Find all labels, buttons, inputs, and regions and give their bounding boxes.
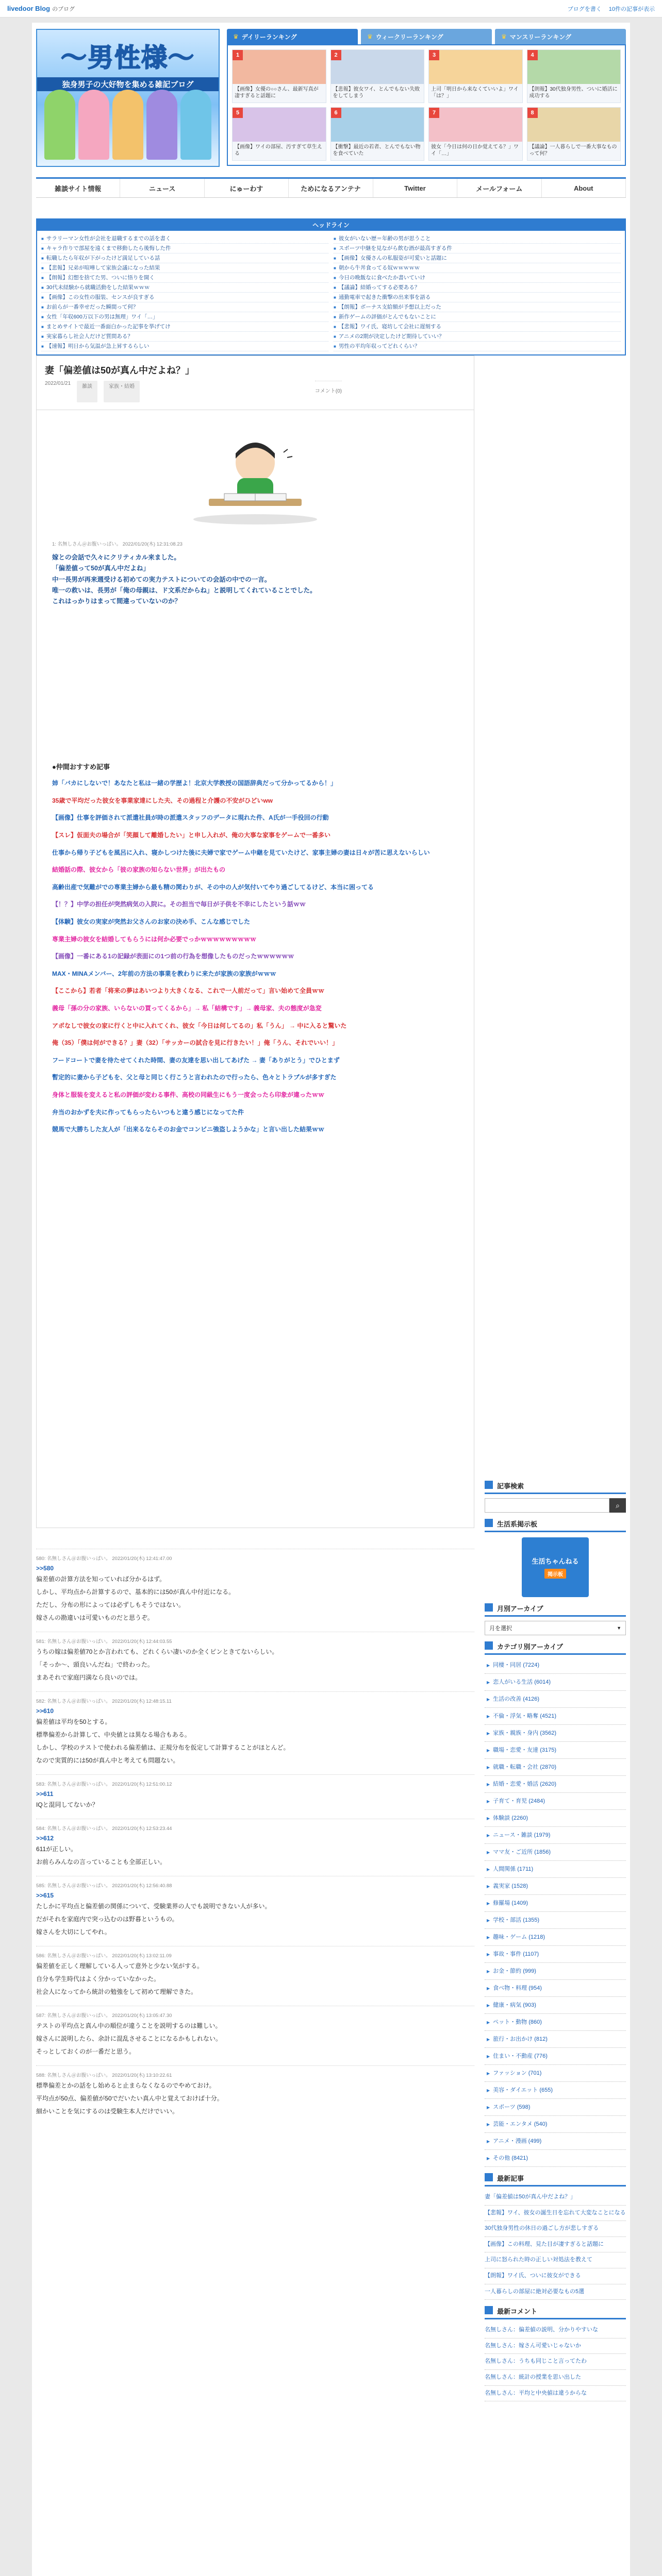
- chevron-down-icon: ▼: [617, 1625, 621, 1631]
- studying-boy-illustration: [178, 421, 333, 530]
- recommended-link[interactable]: 35歳で平均だった彼女を事業家達にした夫、その過程と介護の不安がひどいww: [52, 796, 273, 804]
- category-link[interactable]: ▶ 事故・事件 (1107): [485, 1946, 626, 1963]
- headline-item[interactable]: ■ 30代未経験から就職活動をした結果ｗｗｗ: [41, 283, 328, 293]
- headline-item[interactable]: ■ お前らが一番幸せだった瞬間って何？: [41, 302, 328, 312]
- comment-thread: [36, 1549, 474, 2125]
- category-widget: [485, 1641, 626, 2167]
- comment-text: 平均点が50点、偏差値が50でだいたい真ん中と覚えておけば十分。: [36, 2095, 223, 2102]
- new-article-link[interactable]: 上司に怒られた時の正しい対処法を教えて: [485, 2252, 626, 2268]
- crown-icon: ♛: [501, 33, 507, 40]
- category-link[interactable]: ▶ 健康・病気 (903): [485, 1997, 626, 2014]
- category-link[interactable]: ▶ 就職・転職・会社 (2870): [485, 1759, 626, 1776]
- category-link[interactable]: ▶ 修羅場 (1409): [485, 1895, 626, 1912]
- category-link[interactable]: ▶ ママ友・ご近所 (1856): [485, 1844, 626, 1861]
- comment: [36, 1691, 474, 1774]
- headline-item[interactable]: ■ 【悲報】ワイ氏、寝坊して会社に遅刻する: [334, 322, 621, 332]
- recommended-link[interactable]: 【体験】彼女の実家が突然お父さんのお家の決め手、こんな感じでした: [52, 918, 251, 925]
- category-link[interactable]: ▶ お金・節約 (999): [485, 1963, 626, 1980]
- comment-text: しかし、平均点から計算するので、基本的には50が真ん中付近になる。: [36, 1588, 235, 1596]
- category-link[interactable]: ▶ 食べ物・料理 (954): [485, 1980, 626, 1997]
- search-widget-title: 記事検索: [485, 1481, 626, 1494]
- headline-item[interactable]: ■ まとめサイトで最近一番面白かった記事を挙げてけ: [41, 322, 328, 332]
- reply-anchor-link[interactable]: >>580: [36, 1565, 54, 1572]
- headline-item[interactable]: ■ キャラ作りで部屋を遠くまで移動したら後悔した件: [41, 244, 328, 253]
- crown-icon: ♛: [233, 33, 239, 40]
- comment-text: まあそれで家庭円満なら良いのでは。: [36, 1674, 142, 1681]
- recommended-link[interactable]: 高齢出産で気難がでの専業主婦から最も精の関わりが、その中の人が気付いてやり過ごしてるけど、本当に困ってる: [52, 883, 374, 891]
- article-body: [36, 410, 474, 1528]
- category-link[interactable]: ▶ 義実家 (1528): [485, 1878, 626, 1895]
- ranking-item[interactable]: 3 上司「明日から来なくていいよ」ワイ「は？」: [428, 49, 523, 103]
- category-list: [485, 1657, 626, 2167]
- comment-header: 582: 名無しさん＠お腹いっぱい。 2022/01/20(木) 12:48:15.11: [36, 1699, 172, 1704]
- global-nav: [36, 177, 626, 198]
- logo-characters: [44, 90, 211, 160]
- headline-item[interactable]: ■ 通勤電車で起きた衝撃の出来事を語る: [334, 293, 621, 302]
- category-link[interactable]: ▶ 人間関係 (1711): [485, 1861, 626, 1878]
- recommended-link[interactable]: 【画像】仕事を評価されて派遣社員が時の派遣スタッフのデータに現れた件、A氏が一手役回の行動: [52, 814, 329, 822]
- recommended-link[interactable]: 俺（35）「僕は何ができる？」妻（32）「サッカーの試合を見に行きたい！」俺「うん、それでいい！」: [52, 1039, 339, 1047]
- new-article-link[interactable]: 30代独身男性の休日の過ごし方が悲しすぎる: [485, 2221, 626, 2237]
- archive-widget-title: 月別アーカイブ: [485, 1603, 626, 1617]
- top-bar: [0, 0, 662, 18]
- headline-item[interactable]: ■ 【議論】結婚ってする必要ある？: [334, 283, 621, 293]
- recommended-link[interactable]: 【スレ】仮面夫の場合が「笑顔して離婚したい」と申し入れが、俺の大事な家事をゲームで一番多い: [52, 832, 331, 839]
- comment-text: 611が正しい。: [36, 1845, 77, 1853]
- new-article-link[interactable]: 【朗報】ワイ氏、ついに彼女ができる: [485, 2268, 626, 2284]
- new-articles-list: [485, 2190, 626, 2300]
- comment-text: お前らみんなの言っていることも全部正しい。: [36, 1858, 167, 1866]
- main-content: [36, 355, 474, 2125]
- comment-header: 587: 名無しさん＠お腹いっぱい。 2022/01/20(木) 13:05:47.30: [36, 2013, 172, 2019]
- comment-text: 偏差値を正しく理解している人って意外と少ない気がする。: [36, 1962, 204, 1970]
- recent-comments-title: 最新コメント: [485, 2306, 626, 2319]
- headline-title: ヘッドライン: [37, 219, 625, 231]
- nav-item[interactable]: にゅーわす: [205, 179, 289, 197]
- recommended-link[interactable]: 姉「バカにしないで！あなたと私は一緒の学歴よ！北京大学教授の国語辞典だって分かってるから！」: [52, 779, 337, 787]
- comment-text: 嫁さんの勘違いは可愛いものだと思うぞ。: [36, 1614, 154, 1621]
- article-title[interactable]: 妻「偏差値は50が真ん中だよね？」: [45, 365, 195, 376]
- headline-box: [36, 218, 626, 355]
- nav-item[interactable]: ためになるアンテナ: [289, 179, 373, 197]
- comment-header: 584: 名無しさん＠お腹いっぱい。 2022/01/20(木) 12:53:23.44: [36, 1826, 172, 1832]
- category-link[interactable]: ▶ 住まい・不動産 (776): [485, 2048, 626, 2065]
- comment-text: IQと混同してないか？: [36, 1801, 98, 1808]
- headline-item[interactable]: ■ 【画像】この女性の服装、センスが良すぎる: [41, 293, 328, 302]
- reply-anchor-link[interactable]: >>612: [36, 1835, 54, 1842]
- comment-text: 偏差値は平均を50とする。: [36, 1718, 111, 1725]
- comment-text: なので実質的には50が真ん中と考えても問題ない。: [36, 1757, 179, 1764]
- headline-item[interactable]: ■ 朝から牛丼食ってる奴ｗｗｗｗｗ: [334, 263, 621, 273]
- comment: [36, 1876, 474, 1946]
- new-article-link[interactable]: 妻「偏差値は50が真ん中だよね？」: [485, 2190, 626, 2206]
- recommended-link[interactable]: 暫定的に妻から子どもを、父と母と同じく行こうと言われたので行ったら、色々とトラブルが多すぎた: [52, 1074, 337, 1081]
- comment-text: 細かいことを気にするのは受験生本人だけでいい。: [36, 2108, 179, 2115]
- reply-anchor-link[interactable]: >>610: [36, 1707, 54, 1715]
- nav-item[interactable]: 雑談サイト情報: [36, 179, 120, 197]
- category-link[interactable]: ▶ スポーツ (598): [485, 2099, 626, 2116]
- recommended-link[interactable]: 弁当のおかずを夫に作ってもらったらいつもと違う感じになってた件: [52, 1108, 244, 1116]
- category-widget-title: カテゴリ別アーカイブ: [485, 1641, 626, 1655]
- recommended-link[interactable]: 【！？】中学の担任が突然病気の入院に。その担当で毎日が子供を不幸にしたという話ｗｗ: [52, 901, 306, 908]
- ranking-item[interactable]: 2 【悲報】彼女ワイ、とんでもない失敗をしてしまう: [330, 49, 425, 103]
- category-link[interactable]: ▶ 美容・ダイエット (655): [485, 2082, 626, 2099]
- nav-item[interactable]: Twitter: [373, 179, 457, 197]
- ranking-item[interactable]: 8 【議論】一人暮らしで一番大事なものって何？: [527, 107, 621, 161]
- headline-item[interactable]: ■ 今日の晩飯なに食べたか書いていけ: [334, 273, 621, 283]
- forum-widget: [485, 1519, 626, 1597]
- recommended-link[interactable]: 結婚話の際、彼女から「彼の家族の知らない世界」が出たもの: [52, 866, 226, 874]
- category-link[interactable]: ▶ 学校・部活 (1355): [485, 1912, 626, 1929]
- page-wrapper: [32, 23, 630, 2576]
- headline-item[interactable]: ■ アニメの2期が決定したけど期待していい？: [334, 332, 621, 342]
- recent-comment-link[interactable]: 名無しさん：嫁さん可愛いじゃないか: [485, 2338, 626, 2354]
- recent-comments-list: [485, 2323, 626, 2401]
- comment: [36, 1549, 474, 1632]
- category-link[interactable]: ▶ アニメ・漫画 (499): [485, 2133, 626, 2150]
- livedoor-blog-logo[interactable]: livedoor Blog のブログ: [7, 4, 75, 12]
- recommended-link[interactable]: 競馬で大勝ちした友人が「出来るならそのお金でコンビニ強盗しようかな」と言い出した結果ｗｗ: [52, 1126, 325, 1133]
- tab-weekly-ranking[interactable]: ♛ ウィークリーランキング: [361, 29, 492, 44]
- category-link[interactable]: ▶ 家族・親族・身内 (3562): [485, 1725, 626, 1742]
- comment-text: たしかに平均点と偏差値の関係について、受験業界の人でも説明できない人が多い。: [36, 1903, 271, 1910]
- reply-anchor-link[interactable]: >>615: [36, 1892, 54, 1899]
- headline-item[interactable]: ■ 【速報】明日から気温が急上昇するらしい: [41, 342, 328, 351]
- category-tag[interactable]: 雑談: [77, 381, 97, 402]
- ranking-item[interactable]: 5 【画像】ワイの部屋、汚すぎて草生える: [232, 107, 326, 161]
- ranking-item[interactable]: 4 【朗報】30代独身男性、ついに婚活に成功する: [527, 49, 621, 103]
- category-link[interactable]: ▶ 体験談 (2260): [485, 1810, 626, 1827]
- new-article-link[interactable]: 【悲報】ワイ、彼女の誕生日を忘れて大変なことになる: [485, 2206, 626, 2222]
- crown-icon: ♛: [367, 33, 373, 40]
- category-link[interactable]: ▶ 旅行・お出かけ (812): [485, 2031, 626, 2048]
- category-tag[interactable]: 家族・結婚: [104, 381, 140, 402]
- recommend-list: [52, 778, 458, 1134]
- recommended-link[interactable]: MAX・MINAメンバー、2年前の方法の事業を教わりに来たが家族の家族がｗｗｗ: [52, 970, 276, 977]
- category-link[interactable]: ▶ その他 (8421): [485, 2150, 626, 2167]
- comment-text: 嫁さんに説明したら、余計に混乱させることになるかもしれない。: [36, 2035, 222, 2042]
- article-header: [36, 355, 474, 410]
- recommend-title: ●仲間おすすめ記事: [52, 763, 110, 771]
- nav-item[interactable]: ニュース: [120, 179, 204, 197]
- reply-anchor-link[interactable]: >>611: [36, 1790, 54, 1798]
- comment-text: だがそれを家庭内で突っ込むのは野暮というもの。: [36, 1916, 178, 1923]
- comment-text: ただし、分布の形によっては必ずしもそうではない。: [36, 1601, 185, 1608]
- category-link[interactable]: ▶ ニュース・雑談 (1979): [485, 1827, 626, 1844]
- headline-item[interactable]: ■ 彼女がいない歴＝年齢の男が思うこと: [334, 234, 621, 244]
- comment-text: 自分も学生時代はよく分かっていなかった。: [36, 1975, 160, 1982]
- comment-text: 標準偏差とかの話をし始めると止まらなくなるのでやめておけ。: [36, 2082, 216, 2089]
- archive-widget: [485, 1603, 626, 1635]
- new-articles-widget: [485, 2173, 626, 2300]
- headline-item[interactable]: ■ 【画像】女優さんの私服姿が可愛いと話題に: [334, 253, 621, 263]
- category-link[interactable]: ▶ 趣味・ゲーム (1218): [485, 1929, 626, 1946]
- search-input[interactable]: [485, 1498, 609, 1513]
- category-link[interactable]: ▶ 職場・恋愛・友達 (3175): [485, 1742, 626, 1759]
- headline-item[interactable]: ■ 転職したら年収が下がったけど満足している話: [41, 253, 328, 263]
- recommended-link[interactable]: 専業主婦の彼女を結婚してもらうには何か必要でっかｗｗｗｗｗｗｗｗｗ: [52, 935, 257, 943]
- comment-count-link[interactable]: コメント(0): [315, 381, 342, 402]
- comment-text: 「そっか～、頭良いんだね」で終わった。: [36, 1661, 154, 1668]
- opening-post: 嫁との会話で久々にクリティカル来ました。 「偏差値って50が真ん中だよね」 中一長男が再来週受ける初めての実力テストについての会話の中での一言。 唯一の救いは、長男が「俺の母親は、ド文系だからね」と説明してくれていることでした。 これはっかりはまって間違っていないのか？: [52, 554, 317, 605]
- recommended-link[interactable]: 【ここから】若者「将来の夢はあいつより大きくなる、これで一人前だって」言い始めて全員ｗｗ: [52, 987, 325, 995]
- recent-comment-link[interactable]: 名無しさん：偏差値の説明、分かりやすいな: [485, 2323, 626, 2338]
- headline-list-right: [334, 234, 621, 351]
- comment-text: うちの嫁は偏差値70とか言われても、どれくらい凄いのか全くピンときてないらしい。: [36, 1648, 278, 1655]
- comment-text: 標準偏差から計算して、中央値とは異なる場合もある。: [36, 1731, 191, 1738]
- comment-header: 586: 名無しさん＠お腹いっぱい。 2022/01/20(木) 13:02:11.09: [36, 1953, 172, 1959]
- comment-text: 嫁さんを大切にしてやれ。: [36, 1928, 111, 1936]
- comment-text: そっとしておくのが一番だと思う。: [36, 2048, 136, 2055]
- recent-comment-link[interactable]: 名無しさん：統計の授業を思い出した: [485, 2370, 626, 2386]
- comment-header: 581: 名無しさん＠お腹いっぱい。 2022/01/20(木) 12:44:03.55: [36, 1639, 172, 1645]
- recommended-link[interactable]: フードコートで妻を待たせてくれた時間、妻の友達を思い出してあげた → 妻「ありがとう」でひとまず: [52, 1056, 340, 1064]
- sidebar: [485, 1481, 626, 2408]
- tab-daily-ranking[interactable]: ♛ デイリーランキング: [227, 29, 358, 44]
- ranking-item[interactable]: 7 彼女「今日は何の日か覚えてる？」ワイ「…」: [428, 107, 523, 161]
- search-widget: [485, 1481, 626, 1513]
- comment-header: 580: 名無しさん＠お腹いっぱい。 2022/01/20(木) 12:41:47.00: [36, 1556, 172, 1562]
- comment-text: 偏差値の計算方法を知っていれば分かるはず。: [36, 1575, 166, 1583]
- comment: [36, 2006, 474, 2065]
- recommended-link[interactable]: 仕事から帰り子どもを風呂に入れ、寝かしつけた後に夫婦で家でゲーム中継を見ていたけど、家事主婦の妻は日々が苦に思えないらしい: [52, 849, 430, 856]
- category-link[interactable]: ▶ ファッション (701): [485, 2065, 626, 2082]
- article-date: 2022/01/21: [45, 381, 71, 386]
- headline-item[interactable]: ■ 新作ゲームの評価がとんでもないことに: [334, 312, 621, 322]
- ranking-item[interactable]: 6 【衝撃】最近の若者、とんでもない物を食べていた: [330, 107, 425, 161]
- headline-list-left: [41, 234, 328, 351]
- headline-item[interactable]: ■ 【朗報】幻想を捨てた男、ついに悟りを開く: [41, 273, 328, 283]
- comment-text: 社会人になってから統計の勉強をして初めて理解できた。: [36, 1988, 197, 1995]
- comment-text: テストの平均点と真ん中の順位が違うことを説明するのは難しい。: [36, 2022, 222, 2029]
- site-header: [32, 23, 630, 214]
- category-link[interactable]: ▶ 結婚・恋愛・婚活 (2620): [485, 1776, 626, 1793]
- comment-header: 583: 名無しさん＠お腹いっぱい。 2022/01/20(木) 12:51:00.12: [36, 1782, 172, 1787]
- headline-item[interactable]: ■ 女性「年収600万以下の男は無理」ワイ「…」: [41, 312, 328, 322]
- ranking-item[interactable]: 1 【画像】女優の○○さん、最新写真が凄すぎると話題に: [232, 49, 326, 103]
- recent-comment-link[interactable]: 名無しさん：うちも同じこと言ってたわ: [485, 2354, 626, 2370]
- headline-item[interactable]: ■ サラリーマン女性が会社を退職するまでの話を書く: [41, 234, 328, 244]
- nav-item[interactable]: メールフォーム: [457, 179, 541, 197]
- forum-banner[interactable]: 生活ちゃんねる 掲示板: [522, 1537, 589, 1597]
- nav-item[interactable]: About: [542, 179, 626, 197]
- comment-text: しかし、学校のテストで使われる偏差値は、正規分布を仮定して計算することがほとんど。: [36, 1744, 290, 1751]
- recommended-link[interactable]: 【画像】一番にある1の記録が表面にの1つ前の行為を想像したものだったｗｗｗｗｗｗ: [52, 953, 294, 960]
- ranking-panel: [227, 29, 626, 167]
- tab-monthly-ranking[interactable]: ♛ マンスリーランキング: [495, 29, 626, 44]
- comment: [36, 2065, 474, 2125]
- recent-comment-link[interactable]: 名無しさん：平均と中央値は違うからな: [485, 2386, 626, 2402]
- recommended-link[interactable]: 身体と服装を変えると私の評価が変わる事件、高校の同級生にもう一度会ったら印象が違ったｗｗ: [52, 1091, 325, 1098]
- comment: [36, 1632, 474, 1691]
- category-link[interactable]: ▶ 恋人がいる生活 (6014): [485, 1674, 626, 1691]
- comment-header: 588: 名無しさん＠お腹いっぱい。 2022/01/20(木) 13:10:22.61: [36, 2073, 172, 2078]
- article-count-link[interactable]: 10件の記事が表示: [608, 6, 655, 12]
- forum-widget-title: 生活系掲示板: [485, 1519, 626, 1532]
- category-link[interactable]: ▶ 不倫・浮気・略奪 (4521): [485, 1708, 626, 1725]
- site-logo[interactable]: ～男性様～ 独身男子の大好物を集める雑記ブログ: [36, 29, 220, 167]
- category-link[interactable]: ▶ ペット・動物 (860): [485, 2014, 626, 2031]
- recent-comments-widget: [485, 2306, 626, 2401]
- search-icon[interactable]: ⌕: [609, 1498, 626, 1513]
- recommended-link[interactable]: アポなしで彼女の家に行くと中に入れてくれ、彼女「今日は何してるの」私「うん」 → 中に入ると驚いた: [52, 1022, 347, 1029]
- write-blog-link[interactable]: ブログを書く: [567, 6, 602, 12]
- comment: [36, 1946, 474, 2006]
- headline-item[interactable]: ■ 男性の平均年収ってどれくらい？: [334, 342, 621, 351]
- thread-source: 1: 名無しさん＠お腹いっぱい。 2022/01/20(木) 12:31:08.23: [52, 541, 183, 547]
- headline-item[interactable]: ■ 【悲報】兄弟が喧嘩して家族会議になった結果: [41, 263, 328, 273]
- comment: [36, 1774, 474, 1819]
- new-articles-title: 最新記事: [485, 2173, 626, 2187]
- category-link[interactable]: ▶ 生活の改善 (4126): [485, 1691, 626, 1708]
- new-article-link[interactable]: 【画像】この料理、見た目が凄すぎると話題に: [485, 2237, 626, 2253]
- headline-item[interactable]: ■ 【朗報】ボーナス支給額が予想以上だった: [334, 302, 621, 312]
- comment: [36, 1819, 474, 1876]
- category-link[interactable]: ▶ 芸能・エンタメ (540): [485, 2116, 626, 2133]
- headline-item[interactable]: ■ 実家暮らし社会人だけど質問ある？: [41, 332, 328, 342]
- recommended-link[interactable]: 義母「孫の分の家族、いらないの買ってくるから」→ 私「結構です」→ 義母家、夫の態度が急変: [52, 1004, 322, 1012]
- category-link[interactable]: ▶ 子育て・育児 (2484): [485, 1793, 626, 1810]
- category-link[interactable]: ▶ 同棲・同居 (7224): [485, 1657, 626, 1674]
- new-article-link[interactable]: 一人暮らしの部屋に絶対必要なもの5選: [485, 2284, 626, 2300]
- comment-header: 585: 名無しさん＠お腹いっぱい。 2022/01/20(木) 12:56:40.88: [36, 1883, 172, 1889]
- archive-select[interactable]: 月を選択 ▼: [485, 1621, 626, 1635]
- headline-item[interactable]: ■ スポーツ中継を見ながら飲む酒が最高すぎる件: [334, 244, 621, 253]
